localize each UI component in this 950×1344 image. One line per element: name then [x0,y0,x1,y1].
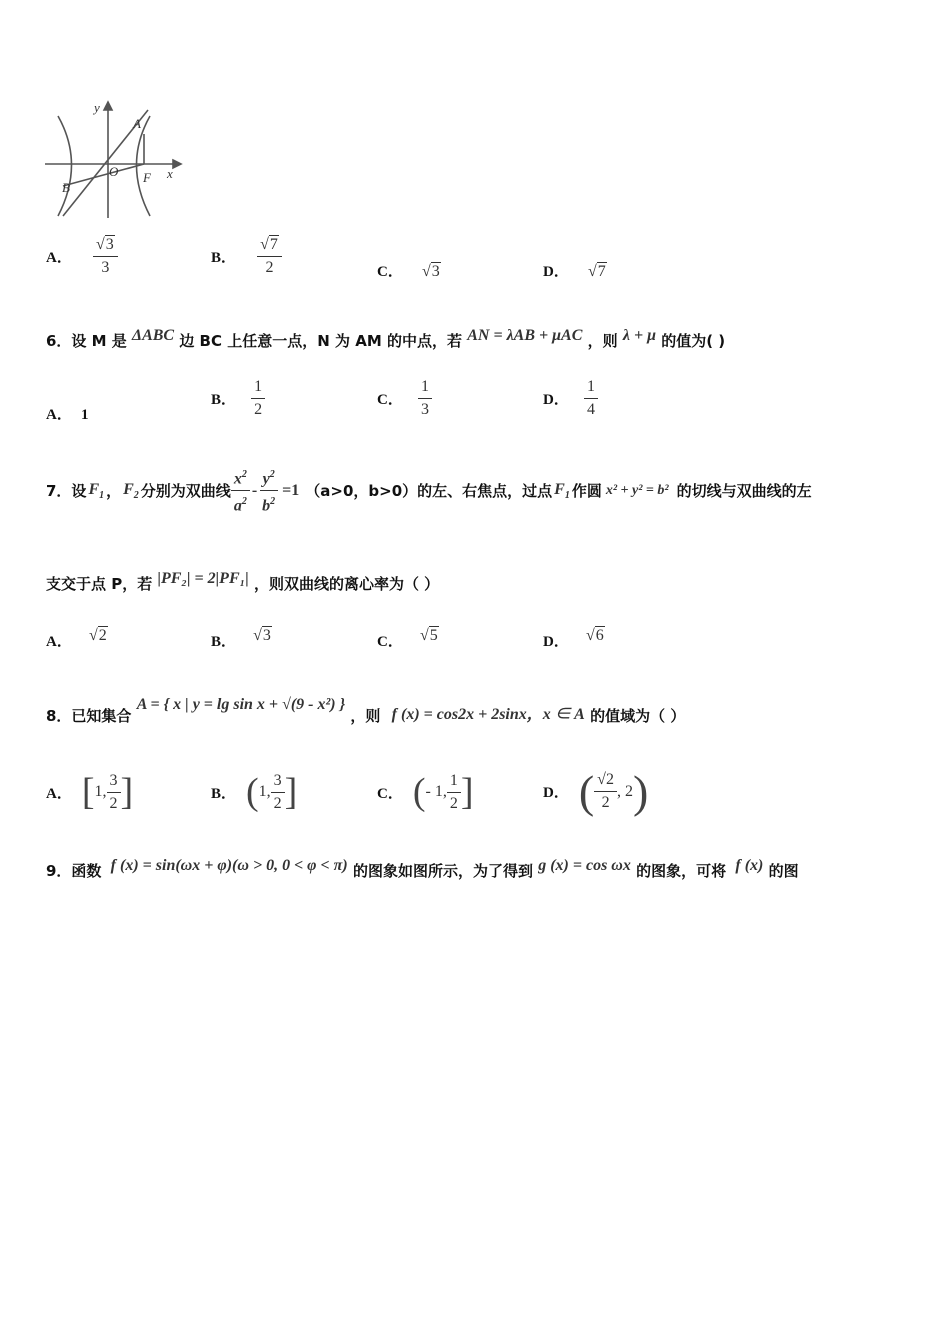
q7-option-b[interactable] [211,627,272,651]
option-fraction: $\frac{3}{2}$ [271,772,285,813]
focus-f1: $F_1$ [88,480,105,501]
option-letter: A． [46,634,72,650]
option-letter: B． [211,785,237,802]
q7-option-a[interactable] [46,627,108,651]
y-axis-arrow [104,102,112,110]
option-fraction: $\frac{1}{4}$ [584,378,598,419]
option-fraction: $\frac{√3}{3}$ [93,236,118,277]
q6-option-b[interactable] [211,378,265,419]
function-g: g (x) = cos ωx [538,857,631,874]
circle-equation: x² + y² = b² [605,482,669,498]
q7-stem-line1: 7．设 $F_1$ ， $F_2$ 分别为双曲线 $\frac{x^2}{a^2}$ - $\frac{y^2}{b^2}$ =1 （a>0，b>0）的左、右焦点，过点 $F_1$ 作圆 x² + y² = b² 的切线与双曲线的左 [46,466,812,516]
q6-option-a[interactable] [46,403,88,424]
option-letter: D． [543,392,569,408]
option-letter: A． [46,250,72,266]
label-b: B [62,180,70,195]
lambda-plus-mu: λ + μ [622,327,656,344]
function-f: f (x) = sin(ωx + φ)(ω > 0, 0 < φ < π) [110,857,348,874]
option-letter: A． [46,407,72,423]
q7-option-c[interactable] [377,627,439,651]
option-letter: B． [211,392,237,408]
option-fraction: $\frac{1}{2}$ [447,772,461,813]
label-y: y [94,100,100,115]
q8-option-d[interactable]: D． ( $\frac{√2}{2}$ , 2 ) [543,766,649,817]
q5-option-c[interactable] [377,260,441,281]
label-f: F [143,170,151,185]
focus-f2: $F_2$ [123,480,139,501]
option-letter: D． [543,785,569,801]
q5-option-b[interactable] [211,236,282,277]
line-bf [63,164,144,186]
q6-option-d[interactable] [543,378,598,419]
q8-option-c[interactable]: C． ( - 1, $\frac{1}{2}$ ] [377,771,474,813]
vector-equation: AN = λAB + μAC [467,327,583,344]
option-fraction: $\frac{1}{2}$ [251,378,265,419]
option-fraction: $\frac{√2}{2}$ [594,771,617,812]
condition-equation: |PF₂| = 2|PF₁| [157,570,249,587]
x-axis-arrow [173,160,181,168]
triangle-abc: ΔABC [132,327,175,344]
label-o: O [109,164,119,179]
function-f-ref: f (x) [735,857,764,874]
q7-option-d[interactable] [543,627,605,651]
option-letter: D． [543,264,569,280]
option-sqrt: √6 [585,627,604,644]
q8-stem: 8．已知集合 A = { x | y = lg sin x + √(9 - x²) } ，则 f (x) = cos2x + 2sinx，x ∈ A 的值域为（ ） [46,696,686,725]
label-a: A [133,116,141,131]
option-sqrt: √5 [419,627,438,644]
label-x: x [167,166,173,181]
q8-option-b[interactable]: B． ( 1, $\frac{3}{2}$ ] [211,771,298,813]
option-letter: D． [543,634,569,650]
option-value: 1 [80,407,89,423]
option-letter: B． [211,634,237,650]
option-sqrt: √3 [421,263,440,280]
focus-f1-ref: $F_1$ [554,480,570,501]
function-f: f (x) = cos2x + 2sinx，x ∈ A [391,706,585,723]
q5-option-d[interactable] [543,260,607,281]
left-branch [58,116,72,216]
option-letter: A． [46,785,72,802]
option-sqrt: √3 [253,627,271,644]
option-letter: C． [377,785,403,802]
option-fraction: $\frac{√7}{2}$ [257,236,282,277]
q5-option-a[interactable] [46,236,118,277]
q7-stem-line2: 支交于点 P，若 |PF₂| = 2|PF₁| ，则双曲线的离心率为（ ） [46,570,440,593]
q8-option-a[interactable]: A． [ 1, $\frac{3}{2}$ ] [46,771,134,813]
hyperbola-figure [40,98,190,223]
option-letter: C． [377,634,403,650]
option-sqrt: √2 [88,627,107,644]
q6-stem: 6．设 M 是 ΔABC 边 BC 上任意一点，N 为 AM 的中点，若 AN = λAB + μAC ，则 λ + μ 的值为( ) [46,327,726,350]
option-fraction: $\frac{1}{3}$ [418,378,432,419]
option-letter: B． [211,250,237,266]
q9-stem: 9．函数 f (x) = sin(ωx + φ)(ω > 0, 0 < φ < π) 的图象如图所示，为了得到 g (x) = cos ωx 的图象，可将 f (x) 的图 [46,857,799,880]
option-letter: C． [377,264,403,280]
option-letter: C． [377,392,403,408]
option-sqrt: √7 [587,263,606,280]
option-fraction: $\frac{3}{2}$ [107,772,121,813]
hyperbola-y-term: $\frac{y^2}{b^2}$ [259,466,278,516]
q6-option-c[interactable] [377,378,432,419]
hyperbola-x-term: $\frac{x^2}{a^2}$ [231,466,250,516]
equals-one: =1 [282,481,300,499]
set-a: A = { x | y = lg sin x + √(9 - x²) } [136,696,346,713]
